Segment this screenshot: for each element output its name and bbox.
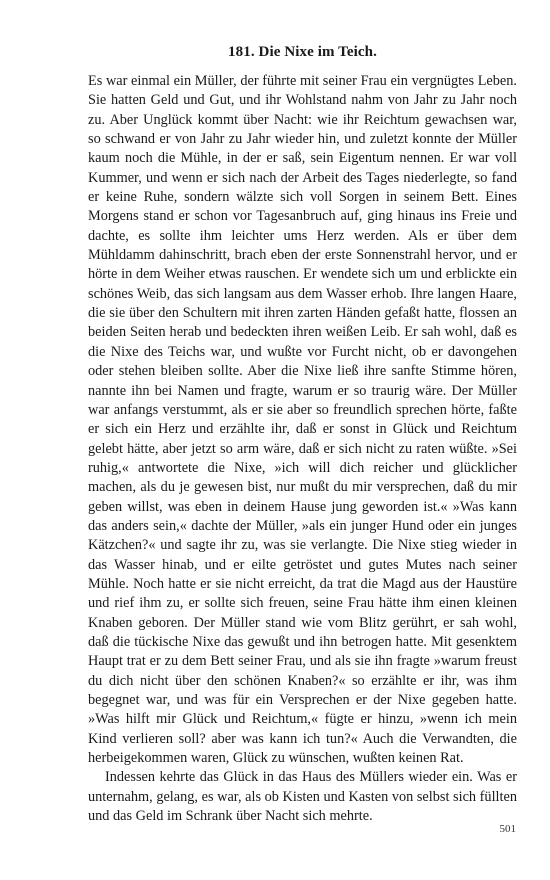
book-page: [88, 42, 517, 826]
paragraph-1: Es war einmal ein Müller, der führte mit seiner Frau ein vergnügtes Leben. Sie hatten Geld und Gut, und ihr Wohlstand nahm von Jahr zu Jahr noch zu. Aber Unglück kommt über Nacht: wie ihr Reichtum gewachsen war, so schwand er von Jahr zu Jahr wieder hin, und zuletzt konnte der Müller kaum noch die Mühle, in der er saß, sein Eigentum nennen. Er war voll Kummer, und wenn er sich nach der Arbeit des Tages niederlegte, so fand er keine Ruhe, sondern wälzte sich voll Sorgen in seinem Bett. Eines Morgens stand er schon vor Tagesanbruch auf, ging hinaus ins Freie und dachte, es sollte ihm leichter ums Herz werden. Als er über dem Mühldamm dahinschritt, brach eben der erste Sonnenstrahl hervor, und er hörte in dem Weiher etwas rauschen. Er wendete sich um und erblickte ein schönes Weib, das sich langsam aus dem Wasser erhob. Ihre langen Haare, die sie über den Schultern mit ihren zarten Händen gefaßt hatte, flossen an beiden Seiten herab und bedeckten ihren weißen Leib. Er sah wohl, daß es die Nixe des Teichs war, und wußte vor Furcht nicht, ob er davongehen oder stehen bleiben sollte. Aber die Nixe ließ ihre sanfte Stimme hören, nannte ihn bei Namen und fragte, warum er so traurig wäre. Der Müller war anfangs verstummt, als er sie aber so freundlich sprechen hörte, faßte er sich ein Herz und erzählte ihr, daß er sonst in Glück und Reichtum gelebt hätte, aber jetzt so arm wäre, daß er sich nicht zu raten wüßte. »Sei ruhig,« antwortete die Nixe, »ich will dich reicher und glücklicher machen, als du je gewesen bist, nur mußt du mir versprechen, daß du mir geben willst, was eben in deinem Hause jung geworden ist.« »Was kann das anders sein,« dachte der Müller, »als ein junger Hund oder ein junges Kätzchen?« und sagte ihr zu, was sie verlangte. Die Nixe stieg wieder in das Wasser hinab, und er eilte getröstet und gutes Mutes nach seiner Mühle. Noch hatte er sie nicht erreicht, da trat die Magd aus der Haustüre und rief ihm zu, er sollte sich freuen, seine Frau hätte ihm einen kleinen Knaben geboren. Der Müller stand wie vom Blitz gerührt, er sah wohl, daß die tückische Nixe das gewußt und ihn betrogen hatte. Mit gesenktem Haupt trat er zu dem Bett seiner Frau, und als sie ihn fragte »warum freust du dich nicht über den schönen Knaben?« so erzählte er ihr, was ihm begegnet war, und was für ein Versprechen er der Nixe gegeben hatte. »Was hilft mir Glück und Reichtum,« fügte er hinzu, »wenn ich mein Kind verlieren soll? aber was kann ich tun?« Auch die Verwandten, die herbeigekommen waren, Glück zu wünschen, wußten keinen Rat.: [88, 73, 517, 767]
chapter-title: 181. Die Nixe im Teich.: [228, 44, 377, 60]
page-number: 501: [499, 823, 516, 835]
paragraph-2: Indessen kehrte das Glück in das Haus des Müllers wieder ein. Was er unternahm, gelang, es war, als ob Kisten und Kasten von selbst sich füllten und das Geld im Schrank über Nacht sich mehrte.: [88, 769, 517, 825]
